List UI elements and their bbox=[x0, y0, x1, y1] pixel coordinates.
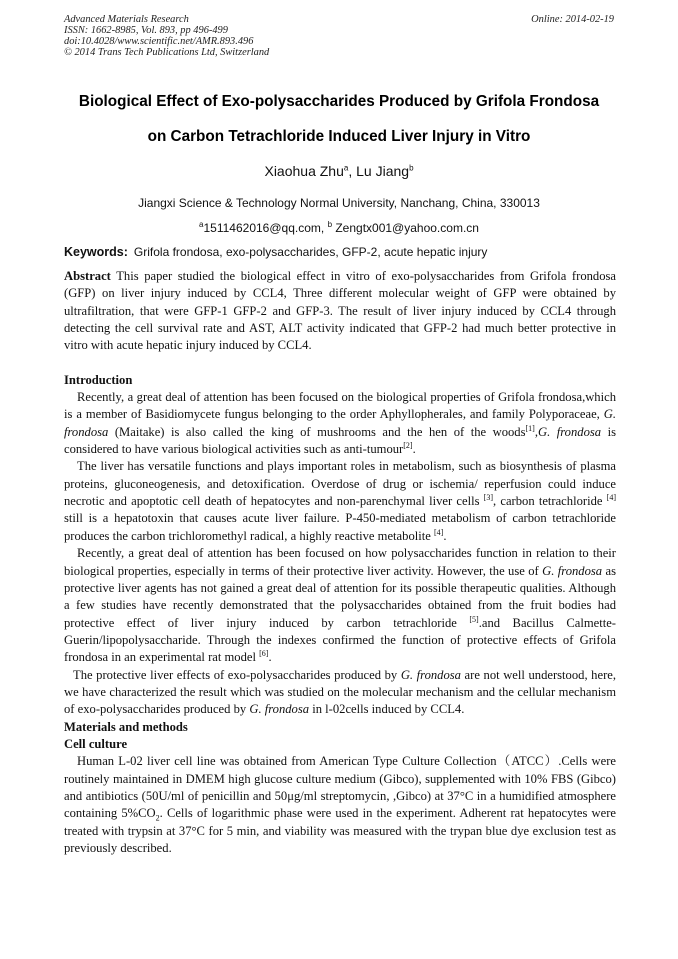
author-1: Xiaohua Zhu bbox=[264, 163, 344, 179]
paper-title-line-1: Biological Effect of Exo-polysaccharides Produced by Grifola Frondosa bbox=[78, 93, 600, 110]
text-run: Recently, a great deal of attention has been focused on how polysaccharides function in relation to their biological properties, especially in terms of their protective liver activity. However, the use of bbox=[64, 546, 616, 578]
email-b-mark: b bbox=[327, 220, 333, 229]
citation-ref: [6] bbox=[259, 649, 269, 659]
intro-paragraph-1 bbox=[64, 389, 616, 458]
text-run: . bbox=[443, 528, 447, 543]
paper-body bbox=[64, 268, 616, 857]
keywords-label: Keywords: bbox=[64, 245, 128, 259]
text-run: The liver has versatile functions and plays important roles in metabolism, such as biosynthesis of plasma proteins, gluconeogenesis, and detoxification. Overdose of drug or ischemia/ reperfusion could induce necrotic and apoptotic cell death of hepatocytes and non-parenchymal liver cells bbox=[64, 459, 616, 509]
species-name: G. frondosa bbox=[537, 424, 602, 439]
methods-heading: Materials and methods bbox=[64, 719, 188, 734]
journal-header bbox=[64, 14, 269, 58]
issn-line: ISSN: 1662-8985, Vol. 893, pp 496-499 bbox=[64, 25, 228, 36]
citation-ref: [4] bbox=[606, 492, 616, 502]
text-run: , carbon tetrachloride bbox=[493, 494, 607, 509]
text-run: is considered to have various biological activities such as anti-tumour bbox=[64, 424, 616, 457]
keywords bbox=[64, 245, 487, 259]
text-run: still is a hepatotoxin that causes acute liver failure. P-450-mediated metabolism of carbon tetrachloride produces the carbon trichloromethyl radical, a highly reactive metabolite bbox=[64, 511, 616, 543]
online-date: Online: 2014-02-19 bbox=[531, 14, 614, 25]
journal-name: Advanced Materials Research bbox=[64, 14, 189, 25]
citation-ref: [4] bbox=[433, 527, 444, 537]
text-run: (Maitake) is also called the king of mushrooms and the hen of the woods bbox=[108, 424, 526, 439]
citation-ref: [2] bbox=[403, 440, 413, 450]
affiliation: Jiangxi Science & Technology Normal University, Nanchang, China, 330013 bbox=[138, 196, 540, 210]
citation-ref: [3] bbox=[483, 492, 493, 502]
author-list bbox=[0, 163, 678, 179]
author-1-mark: a bbox=[343, 163, 349, 173]
species-name: G. frondosa bbox=[249, 702, 310, 717]
author-emails bbox=[0, 221, 678, 235]
email-a: 1511462016@qq.com, bbox=[203, 221, 328, 235]
author-2: Lu Jiang bbox=[356, 163, 410, 179]
introduction-heading: Introduction bbox=[64, 372, 133, 387]
copyright-line: © 2014 Trans Tech Publications Ltd, Switzerland bbox=[64, 47, 270, 58]
text-run: Recently, a great deal of attention has been focused on the biological properties of Grifola frondosa,which is a member of Basidiomycete fungus belonging to the order Aphyllopherales, and family Polyporaceae, bbox=[64, 390, 616, 422]
intro-paragraph-3 bbox=[64, 545, 616, 666]
abstract-paragraph bbox=[64, 268, 616, 355]
text-run: as protective liver agents has not gained a great deal of attention for its possible therapeutic qualities. Although a few studies have recently demonstrated that the polysaccharides obtained from the fruit bodies had protective effect of liver injury induced by carbon tetrachloride bbox=[64, 563, 616, 630]
paper-title-line-2: on Carbon Tetrachloride Induced Liver Injury in Vitro bbox=[147, 128, 531, 145]
keywords-text: Grifola frondosa, exo-polysaccharides, GFP-2, acute hepatic injury bbox=[133, 245, 488, 259]
citation-ref: [1] bbox=[525, 423, 535, 433]
doi-line: doi:10.4028/www.scientific.net/AMR.893.496 bbox=[64, 36, 254, 47]
text-run: . Cells of logarithmic phase were used in the experiment. Adherent rat hepatocytes were treated with trypsin at 37°C for 5 min, and viability was measured with the trypan blue dye exclusion test as previously described. bbox=[64, 806, 617, 855]
species-name: G. frondosa bbox=[400, 667, 461, 682]
author-separator: , bbox=[348, 163, 357, 179]
text-run: are not well understood, here, we have characterized the result which was studied on the molecular mechanism and the cellular mechanism of exo-polysaccharides produced by bbox=[64, 667, 616, 717]
author-2-mark: b bbox=[409, 163, 414, 173]
species-name: G. frondosa bbox=[64, 407, 616, 439]
text-run: .and Bacillus Calmette-Guerin/lipopolysaccharide. Through the indexes confirmed the function of protective effects of Grifola frondosa in an experimental rat model bbox=[64, 615, 617, 665]
text-run: in l-02cells induced by CCL4. bbox=[309, 702, 465, 717]
cell-culture-heading: Cell culture bbox=[64, 736, 128, 751]
email-a-mark: a bbox=[199, 220, 204, 229]
species-name: G. frondosa bbox=[542, 563, 603, 578]
methods-paragraph-1 bbox=[64, 753, 616, 857]
text-run: , bbox=[534, 424, 538, 439]
citation-ref: [5] bbox=[469, 614, 479, 624]
text-run: . bbox=[268, 650, 272, 665]
intro-paragraph-2 bbox=[64, 458, 616, 545]
subscript: 2 bbox=[155, 813, 160, 823]
text-run: Human L-02 liver cell line was obtained from American Type Culture Collection（ATCC）.Cells were routinely maintained in DMEM high glucose culture medium (Gibco), supplemented with 10% FBS (Gibco) and antibiotics (50U/ml of penicillin and 50μg/ml streptomycin, ,Gibco) at 37°C in a humidified atmosphere containing 5%CO bbox=[64, 754, 616, 821]
abstract-text: This paper studied the biological effect in vitro of exo-polysaccharides from Grifola frondosa (GFP) on liver injury induced by CCL4, Three different molecular weight of GFP were obtained by ultrafiltration, that were GFP-1 GFP-2 and GFP-3. The result of liver injury induced by CCL4 through detecting the cell survival rate and AST, ALT activity indicated that GFP-2 had much better protective in vitro with acute hepatic injury induced by CCL4. bbox=[64, 269, 616, 353]
text-run: . bbox=[412, 442, 416, 457]
intro-paragraph-4 bbox=[64, 667, 616, 719]
email-b: Zengtx001@yahoo.com.cn bbox=[332, 221, 479, 235]
text-run: The protective liver effects of exo-polysaccharides produced by bbox=[73, 667, 401, 682]
abstract-label: Abstract bbox=[64, 269, 111, 283]
